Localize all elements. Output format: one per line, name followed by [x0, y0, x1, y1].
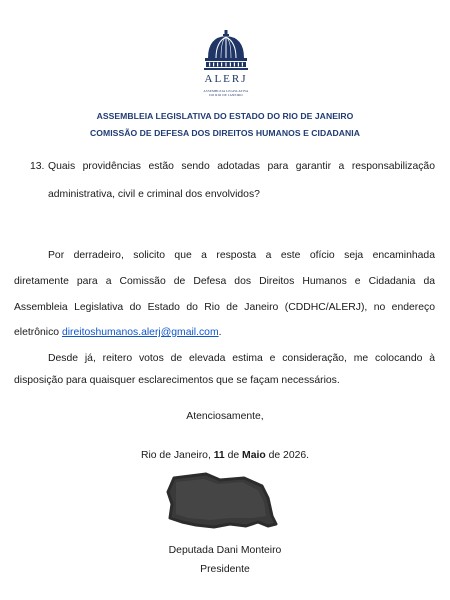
- paragraph1-line-3: Assembleia Legislativa do Estado do Rio de Janeiro (CDDHC/ALERJ), no endereço: [14, 302, 435, 313]
- logo-subtitle-line2: DO RIO DE JANEIRO: [209, 93, 243, 97]
- paragraph1-line-4: [14, 326, 222, 339]
- signatory-role: Presidente: [200, 564, 250, 575]
- paragraph1-line-1: Por derradeiro, solicito que a resposta a este ofício seja encaminhada: [48, 250, 435, 261]
- email-prefix: eletrônico: [14, 327, 62, 338]
- date-line: [0, 449, 450, 462]
- question-line-2: administrativa, civil e criminal dos envolvidos?: [48, 189, 260, 200]
- email-link[interactable]: direitoshumanos.alerj@gmail.com: [61, 327, 219, 338]
- paragraph2-line-2: disposição para quaisquer esclarecimentos que se façam necessários.: [14, 375, 340, 386]
- logo-wordmark: ALERJ: [204, 73, 248, 85]
- date-day: 11: [213, 450, 225, 461]
- closing-salutation: Atenciosamente,: [186, 411, 264, 422]
- redacted-signature: [160, 472, 280, 534]
- date-middle: de: [224, 450, 243, 461]
- header-commission-name: COMISSÃO DE DEFESA DOS DIREITOS HUMANOS E CIDADANIA: [90, 128, 360, 138]
- question-line-1: Quais providências estão sendo adotadas para garantir a responsabilização: [48, 161, 435, 172]
- logo-subtitle-line1: ASSEMBLEIA LEGISLATIVA: [203, 89, 249, 93]
- email-suffix: .: [218, 327, 222, 338]
- date-suffix: de 2026.: [265, 450, 310, 461]
- logo-subtitle: [196, 89, 256, 97]
- paragraph2-line-1: Desde já, reitero votos de elevada estima e consideração, me colocando à: [48, 353, 435, 364]
- alerj-logo: [196, 28, 256, 108]
- signatory-name: Deputada Dani Monteiro: [168, 545, 282, 556]
- question-number: 13.: [30, 161, 45, 172]
- date-prefix: Rio de Janeiro,: [140, 450, 214, 461]
- header-assembly-name: ASSEMBLEIA LEGISLATIVA DO ESTADO DO RIO DE JANEIRO: [96, 111, 354, 121]
- dome-icon: [196, 28, 256, 74]
- date-month: Maio: [242, 450, 266, 461]
- paragraph1-line-2: diretamente para a Comissão de Defesa dos Direitos Humanos e Cidadania da: [14, 276, 435, 287]
